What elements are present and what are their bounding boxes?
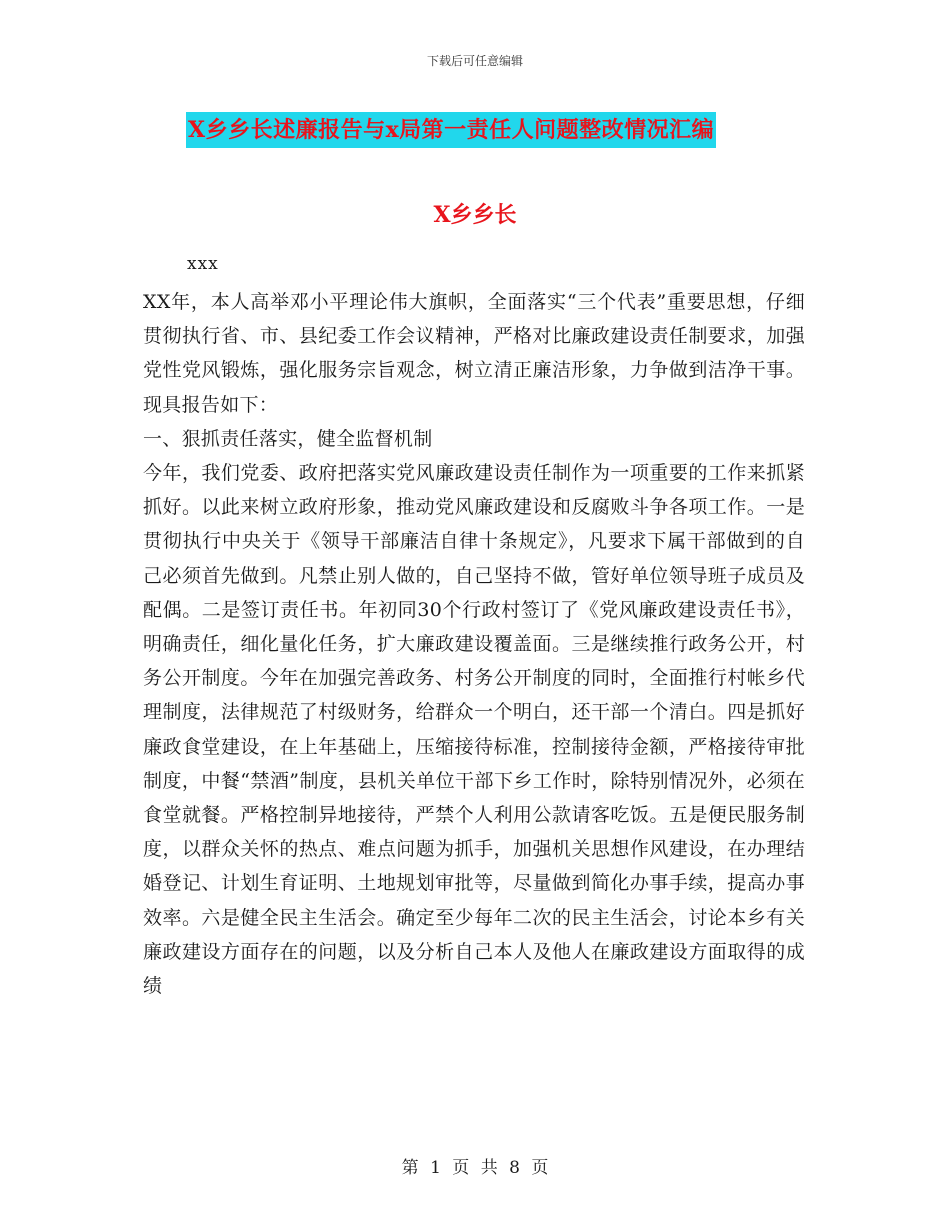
document-subtitle: X乡乡长 — [433, 202, 517, 228]
paragraph-intro: XX年，本人高举邓小平理论伟大旗帜，全面落实“三个代表”重要思想，仔细贯彻执行省、市、县纪委工作会议精神，严格对比廉政建设责任制要求，加强党性党风锻炼，强化服务宗旨观念，树立清正廉洁形象，力争做到洁净干事。现具报告如下： — [143, 291, 805, 416]
section-heading: 一、狠抓责任落实，健全监督机制 — [143, 427, 433, 450]
paragraph-body: 今年，我们党委、政府把落实党风廉政建设责任制作为一项重要的工作来抓紧抓好。以此来树立政府形象，推动党风廉政建设和反腐败斗争各项工作。一是贯彻执行中央关于《领导干部廉洁自律十条规定》，凡要求下属干部做到的自己必须首先做到。凡禁止别人做的，自己坚持不做，管好单位领导班子成员及配偶。二是签订责任书。年初同30个行政村签订了《党风廉政建设责任书》，明确责任，细化量化任务，扩大廉政建设覆盖面。三是继续推行政务公开，村务公开制度。今年在加强完善政务、村务公开制度的同时，全面推行村帐乡代理制度，法律规范了村级财务，给群众一个明白，还干部一个清白。四是抓好廉政食堂建设，在上年基础上，压缩接待标准，控制接待金额，严格接待审批制度，中餐“禁酒”制度，县机关单位干部下乡工作时，除特别情况外，必须在食堂就餐。严格控制异地接待，严禁个人利用公款请客吃饭。五是便民服务制度，以群众关怀的热点、难点问题为抓手，加强机关思想作风建设，在办理结婚登记、计划生育证明、土地规划审批等，尽量做到简化办事手续，提高办事效率。六是健全民主生活会。确定至少每年二次的民主生活会，讨论本乡有关廉政建设方面存在的问题，以及分析自己本人及他人在廉政建设方面取得的成绩 — [143, 462, 805, 998]
document-body — [143, 285, 805, 1003]
author-name: xxx — [187, 254, 219, 274]
page-number: 第 1 页 共 8 页 — [401, 1158, 549, 1178]
document-title: X乡乡长述廉报告与x局第一责任人问题整改情况汇编 — [186, 112, 716, 148]
page-header-note: 下载后可任意编辑 — [426, 54, 523, 68]
